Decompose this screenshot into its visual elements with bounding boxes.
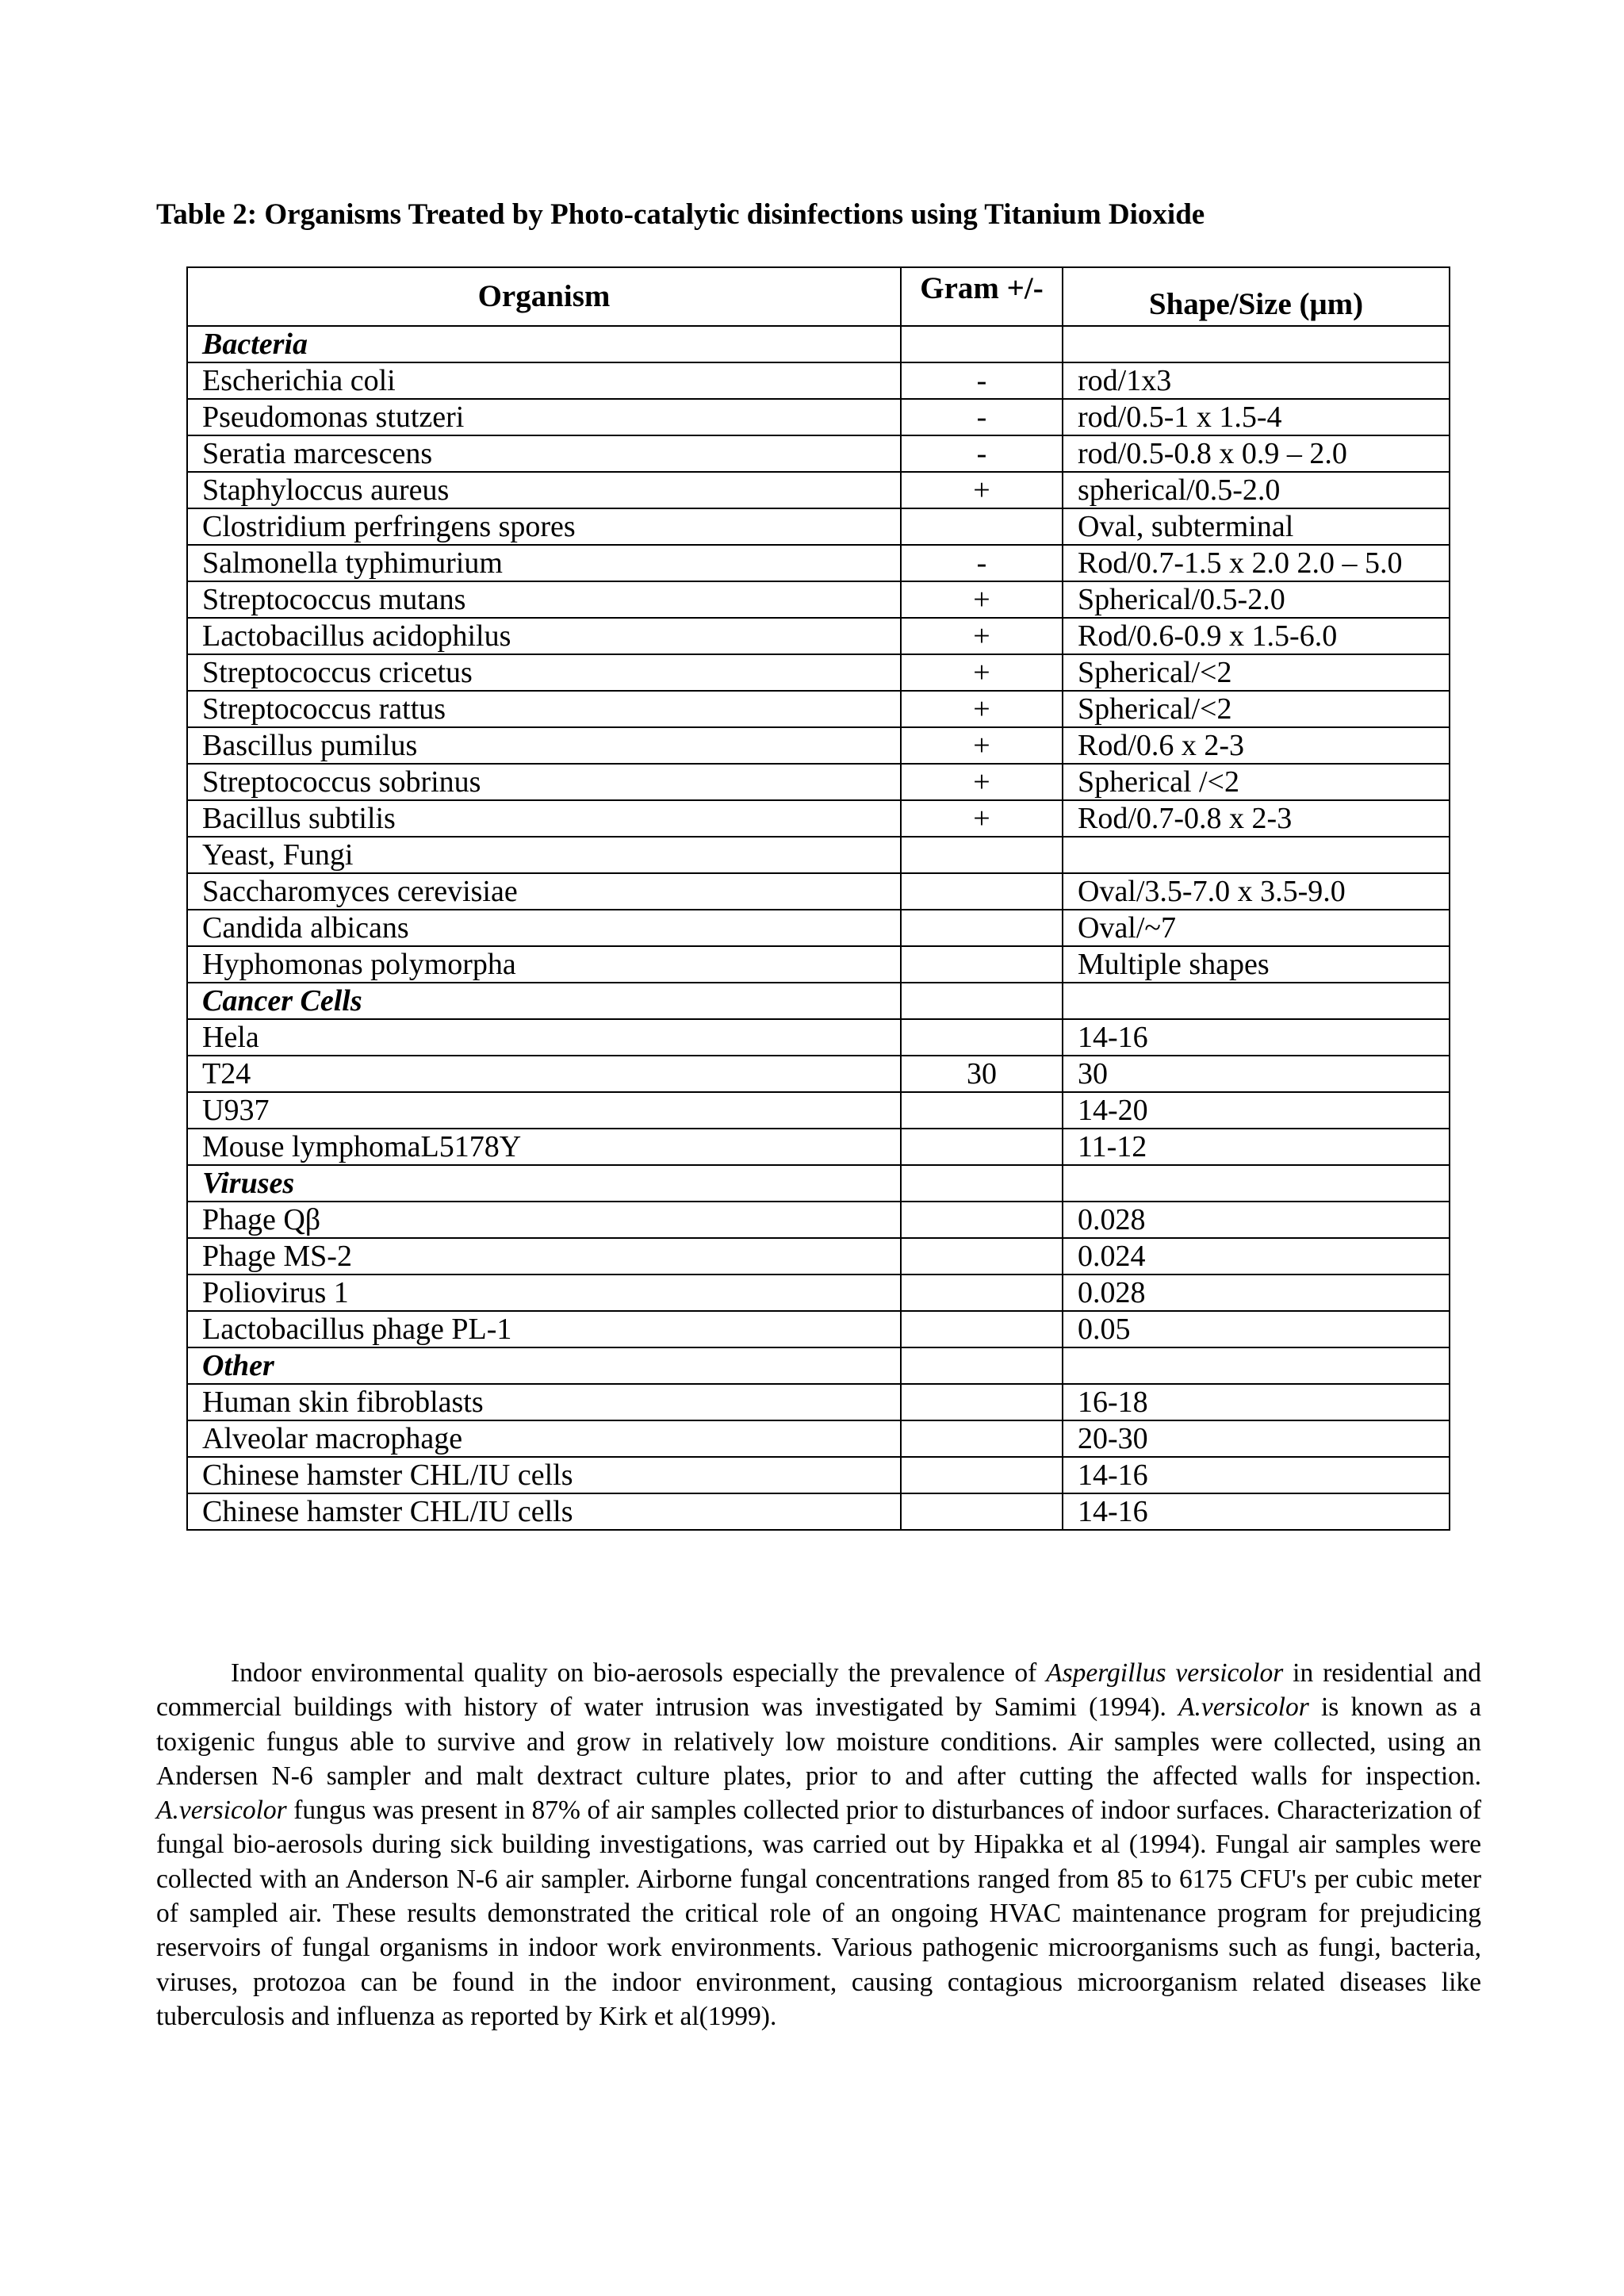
gram-cell xyxy=(901,1238,1063,1274)
table-row xyxy=(187,1129,1450,1165)
table-row xyxy=(187,1274,1450,1311)
organism-cell: Phage MS-2 xyxy=(187,1238,901,1274)
table-body xyxy=(187,326,1450,1530)
species-name: A.versicolor xyxy=(156,1796,287,1826)
shape-size-cell: rod/0.5-1 x 1.5-4 xyxy=(1063,399,1450,435)
gram-cell: - xyxy=(901,545,1063,581)
organism-cell: U937 xyxy=(187,1092,901,1129)
gram-cell: + xyxy=(901,691,1063,727)
table-header-row xyxy=(187,267,1450,326)
gram-cell: + xyxy=(901,581,1063,618)
shape-size-cell: rod/0.5-0.8 x 0.9 – 2.0 xyxy=(1063,435,1450,472)
organisms-table xyxy=(186,266,1450,1531)
organism-cell: Yeast, Fungi xyxy=(187,837,901,873)
gram-cell: + xyxy=(901,764,1063,800)
table-row xyxy=(187,472,1450,508)
gram-cell: + xyxy=(901,727,1063,764)
table-row xyxy=(187,1019,1450,1056)
shape-size-cell: 0.05 xyxy=(1063,1311,1450,1347)
shape-size-cell: 30 xyxy=(1063,1056,1450,1092)
shape-size-cell: Rod/0.7-1.5 x 2.0 2.0 – 5.0 xyxy=(1063,545,1450,581)
organism-cell: Human skin fibroblasts xyxy=(187,1384,901,1420)
table-row xyxy=(187,873,1450,910)
gram-cell xyxy=(901,1311,1063,1347)
gram-cell xyxy=(901,983,1063,1019)
header-organism: Organism xyxy=(187,267,901,326)
shape-size-cell: 14-16 xyxy=(1063,1493,1450,1530)
organism-cell: Poliovirus 1 xyxy=(187,1274,901,1311)
shape-size-cell xyxy=(1063,1347,1450,1384)
gram-cell: + xyxy=(901,618,1063,654)
organism-cell: Chinese hamster CHL/IU cells xyxy=(187,1493,901,1530)
gram-cell xyxy=(901,1347,1063,1384)
shape-size-cell: Multiple shapes xyxy=(1063,946,1450,983)
table-row xyxy=(187,362,1450,399)
organism-cell: Streptococcus cricetus xyxy=(187,654,901,691)
shape-size-cell: Spherical/<2 xyxy=(1063,654,1450,691)
organism-cell: Mouse lymphomaL5178Y xyxy=(187,1129,901,1165)
shape-size-cell xyxy=(1063,837,1450,873)
table-row xyxy=(187,946,1450,983)
gram-cell xyxy=(901,1420,1063,1457)
organism-cell: Seratia marcescens xyxy=(187,435,901,472)
gram-cell xyxy=(901,1165,1063,1202)
table-row xyxy=(187,910,1450,946)
shape-size-cell: 20-30 xyxy=(1063,1420,1450,1457)
shape-size-cell: 16-18 xyxy=(1063,1384,1450,1420)
shape-size-cell: spherical/0.5-2.0 xyxy=(1063,472,1450,508)
table-row xyxy=(187,764,1450,800)
gram-cell: + xyxy=(901,800,1063,837)
shape-size-cell: Oval/3.5-7.0 x 3.5-9.0 xyxy=(1063,873,1450,910)
table-row xyxy=(187,1493,1450,1530)
table-row xyxy=(187,1238,1450,1274)
gram-cell xyxy=(901,1202,1063,1238)
shape-size-cell: Rod/0.7-0.8 x 2-3 xyxy=(1063,800,1450,837)
shape-size-cell: Rod/0.6 x 2-3 xyxy=(1063,727,1450,764)
gram-cell: - xyxy=(901,399,1063,435)
organism-cell: Alveolar macrophage xyxy=(187,1420,901,1457)
shape-size-cell: Oval, subterminal xyxy=(1063,508,1450,545)
organism-cell: Clostridium perfringens spores xyxy=(187,508,901,545)
organism-cell: Chinese hamster CHL/IU cells xyxy=(187,1457,901,1493)
organism-cell: Hela xyxy=(187,1019,901,1056)
gram-cell xyxy=(901,837,1063,873)
organism-cell: Staphyloccus aureus xyxy=(187,472,901,508)
gram-cell xyxy=(901,508,1063,545)
species-name: Aspergillus versicolor xyxy=(1046,1658,1284,1688)
shape-size-cell: Spherical/<2 xyxy=(1063,691,1450,727)
gram-cell xyxy=(901,946,1063,983)
table-row xyxy=(187,581,1450,618)
table-row xyxy=(187,618,1450,654)
table-row xyxy=(187,654,1450,691)
table-caption: Table 2: Organisms Treated by Photo-catalytic disinfections using Titanium Dioxide xyxy=(156,198,1205,231)
gram-cell: + xyxy=(901,472,1063,508)
organism-cell: Phage Qβ xyxy=(187,1202,901,1238)
gram-cell xyxy=(901,1092,1063,1129)
shape-size-cell: 0.024 xyxy=(1063,1238,1450,1274)
organism-cell: Bacillus subtilis xyxy=(187,800,901,837)
table-row xyxy=(187,1202,1450,1238)
organism-cell: Streptococcus sobrinus xyxy=(187,764,901,800)
gram-cell xyxy=(901,326,1063,362)
gram-cell xyxy=(901,1493,1063,1530)
paragraph-text: fungus was present in 87% of air samples collected prior to disturbances of indoor surfaces. Characterization of fungal bio-aerosols during sick building investigations, was carried out by Hipakka et al (1994). Fungal air samples were collected with an Anderson N-6 air sampler. Airborne fungal concentrations ranged from 85 to 6175 CFU's per cubic meter of sampled air. These results demonstrated the critical role of an ongoing HVAC maintenance program for prejudicing reservoirs of fungal organisms in indoor work environments. Various pathogenic microorganisms such as fungi, bacteria, viruses, protozoa can be found in the indoor environment, causing contagious microorganism related diseases like tuberculosis and influenza as reported by Kirk et al(1999). xyxy=(156,1796,1481,2031)
gram-cell xyxy=(901,910,1063,946)
shape-size-cell: Spherical/0.5-2.0 xyxy=(1063,581,1450,618)
table-group-row xyxy=(187,983,1450,1019)
organism-cell: Viruses xyxy=(187,1165,901,1202)
gram-cell xyxy=(901,1019,1063,1056)
paragraph-text: Indoor environmental quality on bio-aerosols especially the prevalence of xyxy=(231,1658,1047,1688)
gram-cell: - xyxy=(901,435,1063,472)
paragraph-text: is known as a toxigenic fungus able to survive and grow in relatively low moisture conditions. Air samples were collected, using an Andersen N-6 sampler and malt dextract culture plates, prior to and after cutting the affected walls for inspection. xyxy=(156,1692,1481,1791)
organism-cell: Salmonella typhimurium xyxy=(187,545,901,581)
shape-size-cell: 0.028 xyxy=(1063,1274,1450,1311)
header-shape-size: Shape/Size (μm) xyxy=(1063,267,1450,326)
organism-cell: Escherichia coli xyxy=(187,362,901,399)
table-group-row xyxy=(187,1347,1450,1384)
shape-size-cell: Oval/~7 xyxy=(1063,910,1450,946)
shape-size-cell: 11-12 xyxy=(1063,1129,1450,1165)
paragraph-text: in residential and commercial buildings with history of water intrusion was investigated by Samimi (1994). xyxy=(156,1658,1481,1723)
organism-cell: Streptococcus mutans xyxy=(187,581,901,618)
organism-cell: Streptococcus rattus xyxy=(187,691,901,727)
organism-cell: Pseudomonas stutzeri xyxy=(187,399,901,435)
gram-cell xyxy=(901,873,1063,910)
table-row xyxy=(187,545,1450,581)
organism-cell: Hyphomonas polymorpha xyxy=(187,946,901,983)
gram-cell: 30 xyxy=(901,1056,1063,1092)
shape-size-cell xyxy=(1063,326,1450,362)
shape-size-cell: 14-20 xyxy=(1063,1092,1450,1129)
table-row xyxy=(187,435,1450,472)
organism-cell: Candida albicans xyxy=(187,910,901,946)
shape-size-cell: 14-16 xyxy=(1063,1457,1450,1493)
table-row xyxy=(187,1092,1450,1129)
organism-cell: Lactobacillus acidophilus xyxy=(187,618,901,654)
table-row xyxy=(187,800,1450,837)
organism-cell: Cancer Cells xyxy=(187,983,901,1019)
gram-cell xyxy=(901,1457,1063,1493)
table-row xyxy=(187,508,1450,545)
table-row xyxy=(187,1420,1450,1457)
body-paragraph xyxy=(156,1656,1481,2033)
table-group-row xyxy=(187,1165,1450,1202)
shape-size-cell xyxy=(1063,1165,1450,1202)
table-row xyxy=(187,691,1450,727)
gram-cell xyxy=(901,1274,1063,1311)
table-row xyxy=(187,1384,1450,1420)
table-row xyxy=(187,399,1450,435)
organism-cell: Lactobacillus phage PL-1 xyxy=(187,1311,901,1347)
table-row xyxy=(187,1056,1450,1092)
gram-cell: + xyxy=(901,654,1063,691)
species-name: A.versicolor xyxy=(1178,1692,1309,1723)
organism-cell: T24 xyxy=(187,1056,901,1092)
table-row xyxy=(187,837,1450,873)
shape-size-cell: 0.028 xyxy=(1063,1202,1450,1238)
table-row xyxy=(187,727,1450,764)
organism-cell: Bacteria xyxy=(187,326,901,362)
shape-size-cell: Spherical /<2 xyxy=(1063,764,1450,800)
shape-size-cell: rod/1x3 xyxy=(1063,362,1450,399)
gram-cell xyxy=(901,1384,1063,1420)
organism-cell: Saccharomyces cerevisiae xyxy=(187,873,901,910)
table-group-row xyxy=(187,326,1450,362)
organism-cell: Other xyxy=(187,1347,901,1384)
gram-cell xyxy=(901,1129,1063,1165)
table-row xyxy=(187,1457,1450,1493)
header-gram: Gram +/- xyxy=(901,267,1063,326)
table-row xyxy=(187,1311,1450,1347)
gram-cell: - xyxy=(901,362,1063,399)
shape-size-cell xyxy=(1063,983,1450,1019)
shape-size-cell: Rod/0.6-0.9 x 1.5-6.0 xyxy=(1063,618,1450,654)
organism-cell: Bascillus pumilus xyxy=(187,727,901,764)
shape-size-cell: 14-16 xyxy=(1063,1019,1450,1056)
